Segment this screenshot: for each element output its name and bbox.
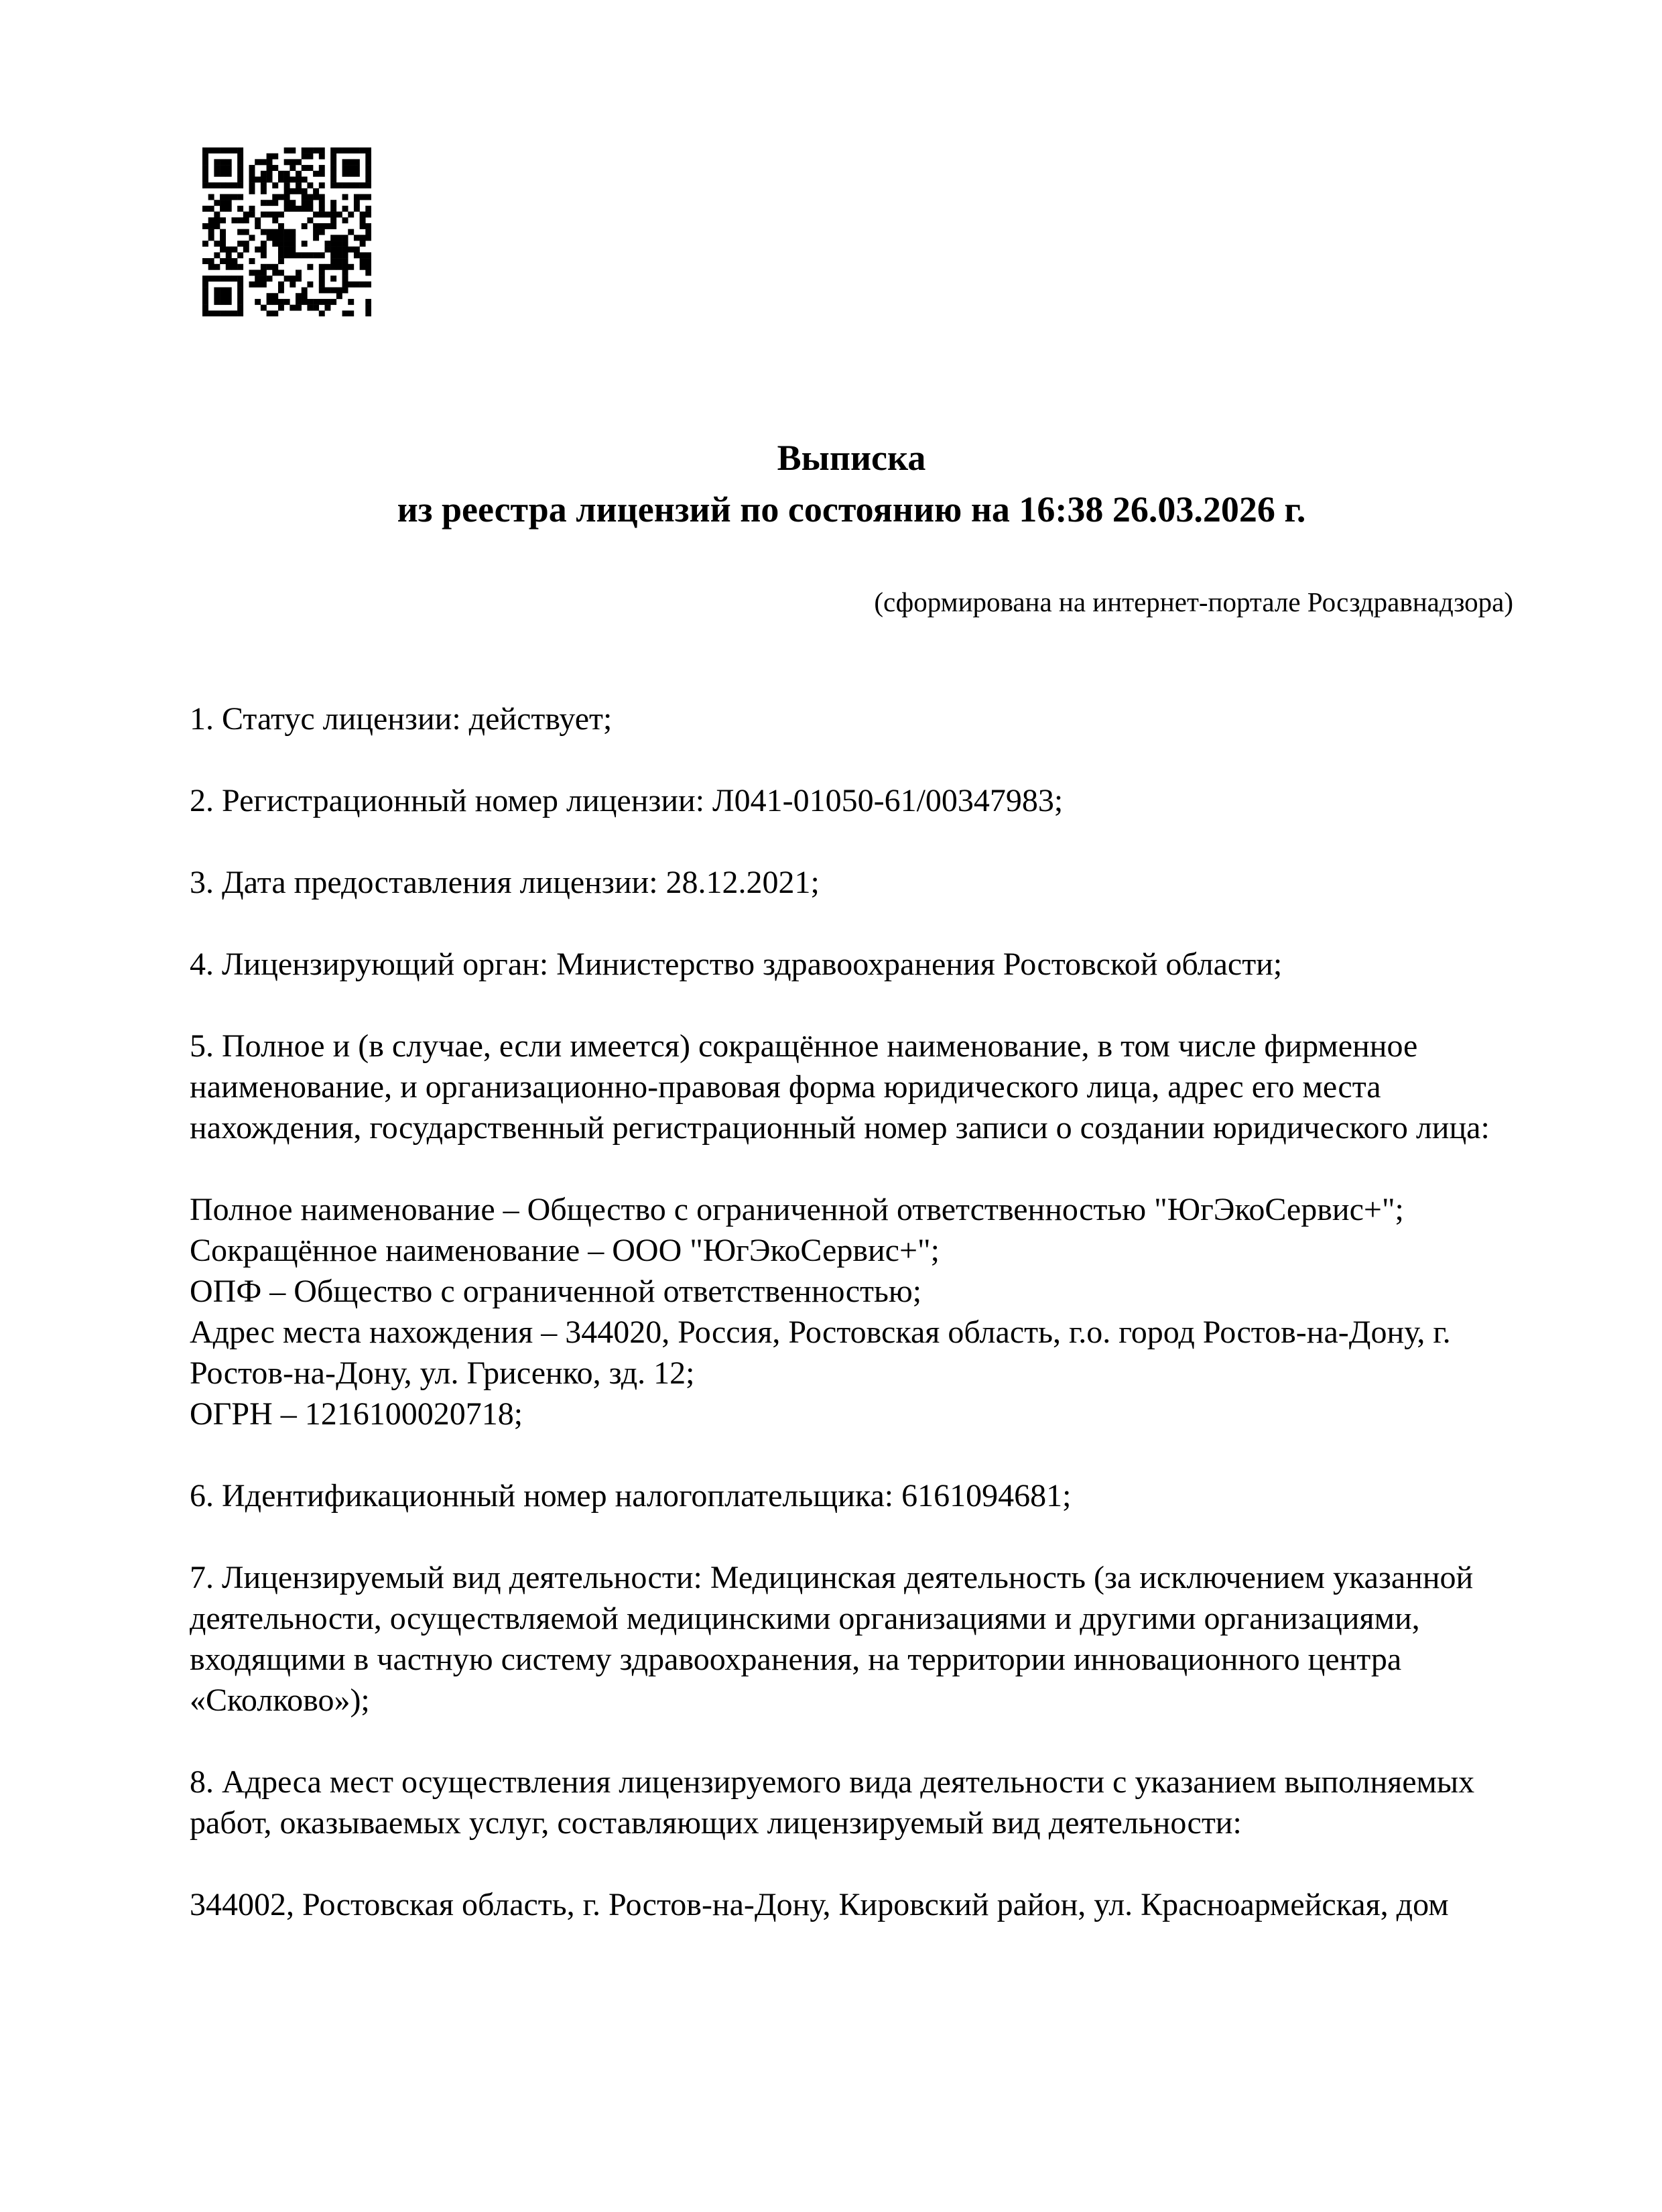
text-line: ОПФ – Общество с ограниченной ответственностью;: [190, 1274, 922, 1309]
text-line: 8. Адреса мест осуществления лицензируемого вида деятельности с указанием выполняемых: [190, 1764, 1475, 1800]
text-line: Полное наименование – Общество с ограниченной ответственностью "ЮгЭкоСервис+";: [190, 1192, 1404, 1227]
text-line: 344002, Ростовская область, г. Ростов-на-Дону, Кировский район, ул. Красноармейская, дом: [190, 1887, 1449, 1922]
paragraph-status: [190, 698, 1513, 739]
document-body: [190, 698, 1513, 1925]
paragraph-entity-name-heading: [190, 1026, 1513, 1148]
text-line: 3. Дата предоставления лицензии: 28.12.2021;: [190, 865, 820, 900]
text-line: ОГРН – 1216100020718;: [190, 1396, 523, 1432]
text-line: 6. Идентификационный номер налогоплательщика: 6161094681;: [190, 1478, 1072, 1514]
paragraph-taxpayer-id: [190, 1475, 1513, 1516]
document-title: [190, 432, 1513, 536]
paragraph-grant-date: [190, 862, 1513, 903]
text-line: наименование, и организационно-правовая форма юридического лица, адрес его места: [190, 1069, 1381, 1105]
text-line: 7. Лицензируемый вид деятельности: Медицинская деятельность (за исключением указанной: [190, 1560, 1474, 1595]
paragraph-licensed-activity: [190, 1557, 1513, 1721]
paragraph-activity-address: [190, 1884, 1513, 1925]
text-line: 4. Лицензирующий орган: Министерство здравоохранения Ростовской области;: [190, 946, 1283, 982]
paragraph-entity-details: [190, 1189, 1513, 1434]
text-line: 1. Статус лицензии: действует;: [190, 701, 613, 737]
text-line: Адрес места нахождения – 344020, Россия, Ростовская область, г.о. город Ростов-на-Дону, г.: [190, 1314, 1451, 1350]
text-line: 2. Регистрационный номер лицензии: Л041-01050-61/00347983;: [190, 783, 1064, 818]
paragraph-licensing-authority: [190, 944, 1513, 985]
text-line: нахождения, государственный регистрационный номер записи о создании юридического лица:: [190, 1110, 1490, 1146]
text-line: деятельности, осуществляемой медицинскими организациями и другими организациями,: [190, 1601, 1420, 1636]
text-line: входящими в частную систему здравоохранения, на территории инновационного центра: [190, 1642, 1402, 1677]
text-line: 5. Полное и (в случае, если имеется) сокращённое наименование, в том числе фирменное: [190, 1028, 1418, 1064]
text-line: «Сколково»);: [190, 1682, 370, 1718]
document-subtitle: (сформирована на интернет-портале Росздравнадзора): [874, 587, 1513, 617]
paragraph-activity-addresses-heading: [190, 1762, 1513, 1843]
document-content: [190, 0, 1513, 1966]
text-line: работ, оказываемых услуг, составляющих лицензируемый вид деятельности:: [190, 1805, 1242, 1841]
title-line-2: из реестра лицензий по состоянию на 16:38 26.03.2026 г.: [397, 489, 1306, 530]
paragraph-registration-number: [190, 780, 1513, 821]
text-line: Ростов-на-Дону, ул. Грисенко, зд. 12;: [190, 1355, 695, 1391]
title-line-1: Выписка: [777, 438, 926, 478]
text-line: Сокращённое наименование – ООО "ЮгЭкоСервис+";: [190, 1233, 940, 1268]
